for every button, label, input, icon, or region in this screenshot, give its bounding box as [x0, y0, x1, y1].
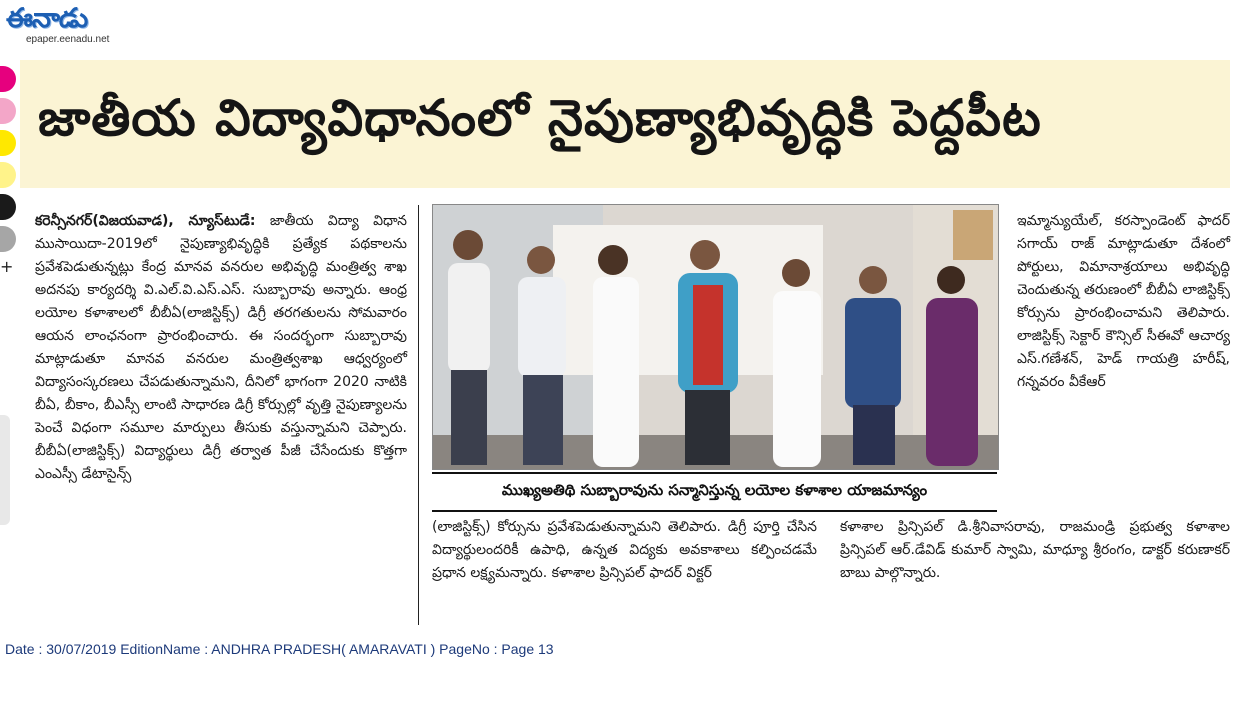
color-swatch-strip: [0, 66, 16, 258]
swatch-yellow: [0, 130, 16, 156]
swatch-pink: [0, 98, 16, 124]
dateline: కరెన్సీనగర్(విజయవాడ), న్యూస్‌టుడే:: [35, 213, 256, 229]
swatch-gray: [0, 226, 16, 252]
article-mid-column-1: (లాజిస్టిక్స్) కోర్సును ప్రవేశపెడుతున్నామని తెలిపారు. డిగ్రీ పూర్తి చేసిన విద్యార్థులందరికీ ఉపాధి, ఉన్నత విద్యకు అవకాశాలు కల్పించడమే ప్రధాన లక్ష్యమన్నారు. కళాశాల ప్రిన్సిపల్ ఫాదర్ విక్టర్: [432, 519, 817, 581]
news-photo: [432, 204, 999, 470]
plus-icon[interactable]: +: [0, 257, 14, 276]
swatch-magenta: [0, 66, 16, 92]
photo-caption-bar: [432, 472, 997, 512]
left-column-text: జాతీయ విద్యా విధాన ముసాయిదా-2019లో నైపుణ్యాభివృద్ధికి ప్రత్యేక పథకాలను ప్రవేశపెడుతున్నట్లు కేంద్ర మానవ వనరుల అభివృద్ధి మంత్రిత్వ శాఖ అదనపు కార్యదర్శి వి.ఎల్.వి.ఎస్.ఎస్. సుబ్బారావు అన్నారు. ఆంధ్ర లయోల కళాశాలలో బీబీఏ(లాజిస్టిక్స్) డిగ్రీ తరగతులను సోమవారం ఆయన లాంఛనంగా ప్రారంభించారు. ఈ సందర్భంగా సుబ్బారావు మాట్లాడుతూ మానవ వనరుల మంత్రిత్వశాఖ ఆధ్వర్యంలో విద్యాసంస్కరణలు చేపడుతున్నామని, దీనిలో భాగంగా 2020 నాటికి బీఏ, బీకాం, బీఎస్సీ లాంటి సాధారణ డిగ్రీ కోర్సుల్లో వృత్తి నైపుణ్యాలను పెంచే విధంగా సమూల మార్పులు తీసుకు వస్తున్నామని చెప్పారు. బీబీఏ(లాజిస్టిక్స్) విద్యార్థులు డిగ్రీ తర్వాత పీజీ చేసేందుకు కొత్తగా ఎంఎస్సీ డేటాసైన్స్: [35, 213, 407, 482]
article-left-column: [35, 210, 407, 486]
headline: జాతీయ విద్యావిధానంలో నైపుణ్యాభివృద్ధికి పెద్దపీట: [38, 88, 1042, 147]
column-divider: [418, 205, 419, 625]
logo-wordmark: ఈనాడు: [6, 3, 88, 34]
photo-caption: ముఖ్యఅతిథి సుబ్బారావును సన్మానిస్తున్న లయోల కళాశాల యాజమాన్యం: [501, 481, 928, 499]
swatch-light-yellow: [0, 162, 16, 188]
headline-band: [20, 60, 1230, 188]
article-right-column: ఇమ్మాన్యుయేల్, కరస్పాండెంట్ ఫాదర్ సగాయ్ రాజ్ మాట్లాడుతూ దేశంలో పోర్టులు, విమానాశ్రయాలు అభివృద్ధి చెందుతున్న తరుణంలో బీబీఏ లాజిస్టిక్స్ కోర్సును ప్రారంభించామని తెలిపారు. లాజిస్టిక్స్ సెక్టార్ కౌన్సిల్ సీఈవో ఆచార్య ఎస్.గణేశన్, హెడ్ గాయత్రి హరీష్, గన్నవరం వీకేఆర్: [1017, 213, 1230, 390]
article-mid-column-2: కళాశాల ప్రిన్సిపల్ డి.శ్రీనివాసరావు, రాజమండ్రి ప్రభుత్వ కళాశాల ప్రిన్సిపల్ ఆర్.డేవిడ్ కుమార్ స్వామి, మాధ్యూ శ్రీరంగం, డాక్టర్ కరుణాకర్ బాబు పాల్గొన్నారు.: [840, 519, 1230, 581]
photo-illustration: [433, 205, 998, 469]
logo-url: epaper.eenadu.net: [26, 34, 110, 45]
edition-footer: Date : 30/07/2019 EditionName : ANDHRA PRADESH( AMARAVATI ) PageNo : Page 13: [5, 641, 554, 657]
swatch-black: [0, 194, 16, 220]
sidebar-handle[interactable]: [0, 415, 10, 525]
eenadu-logo[interactable]: [6, 2, 136, 52]
